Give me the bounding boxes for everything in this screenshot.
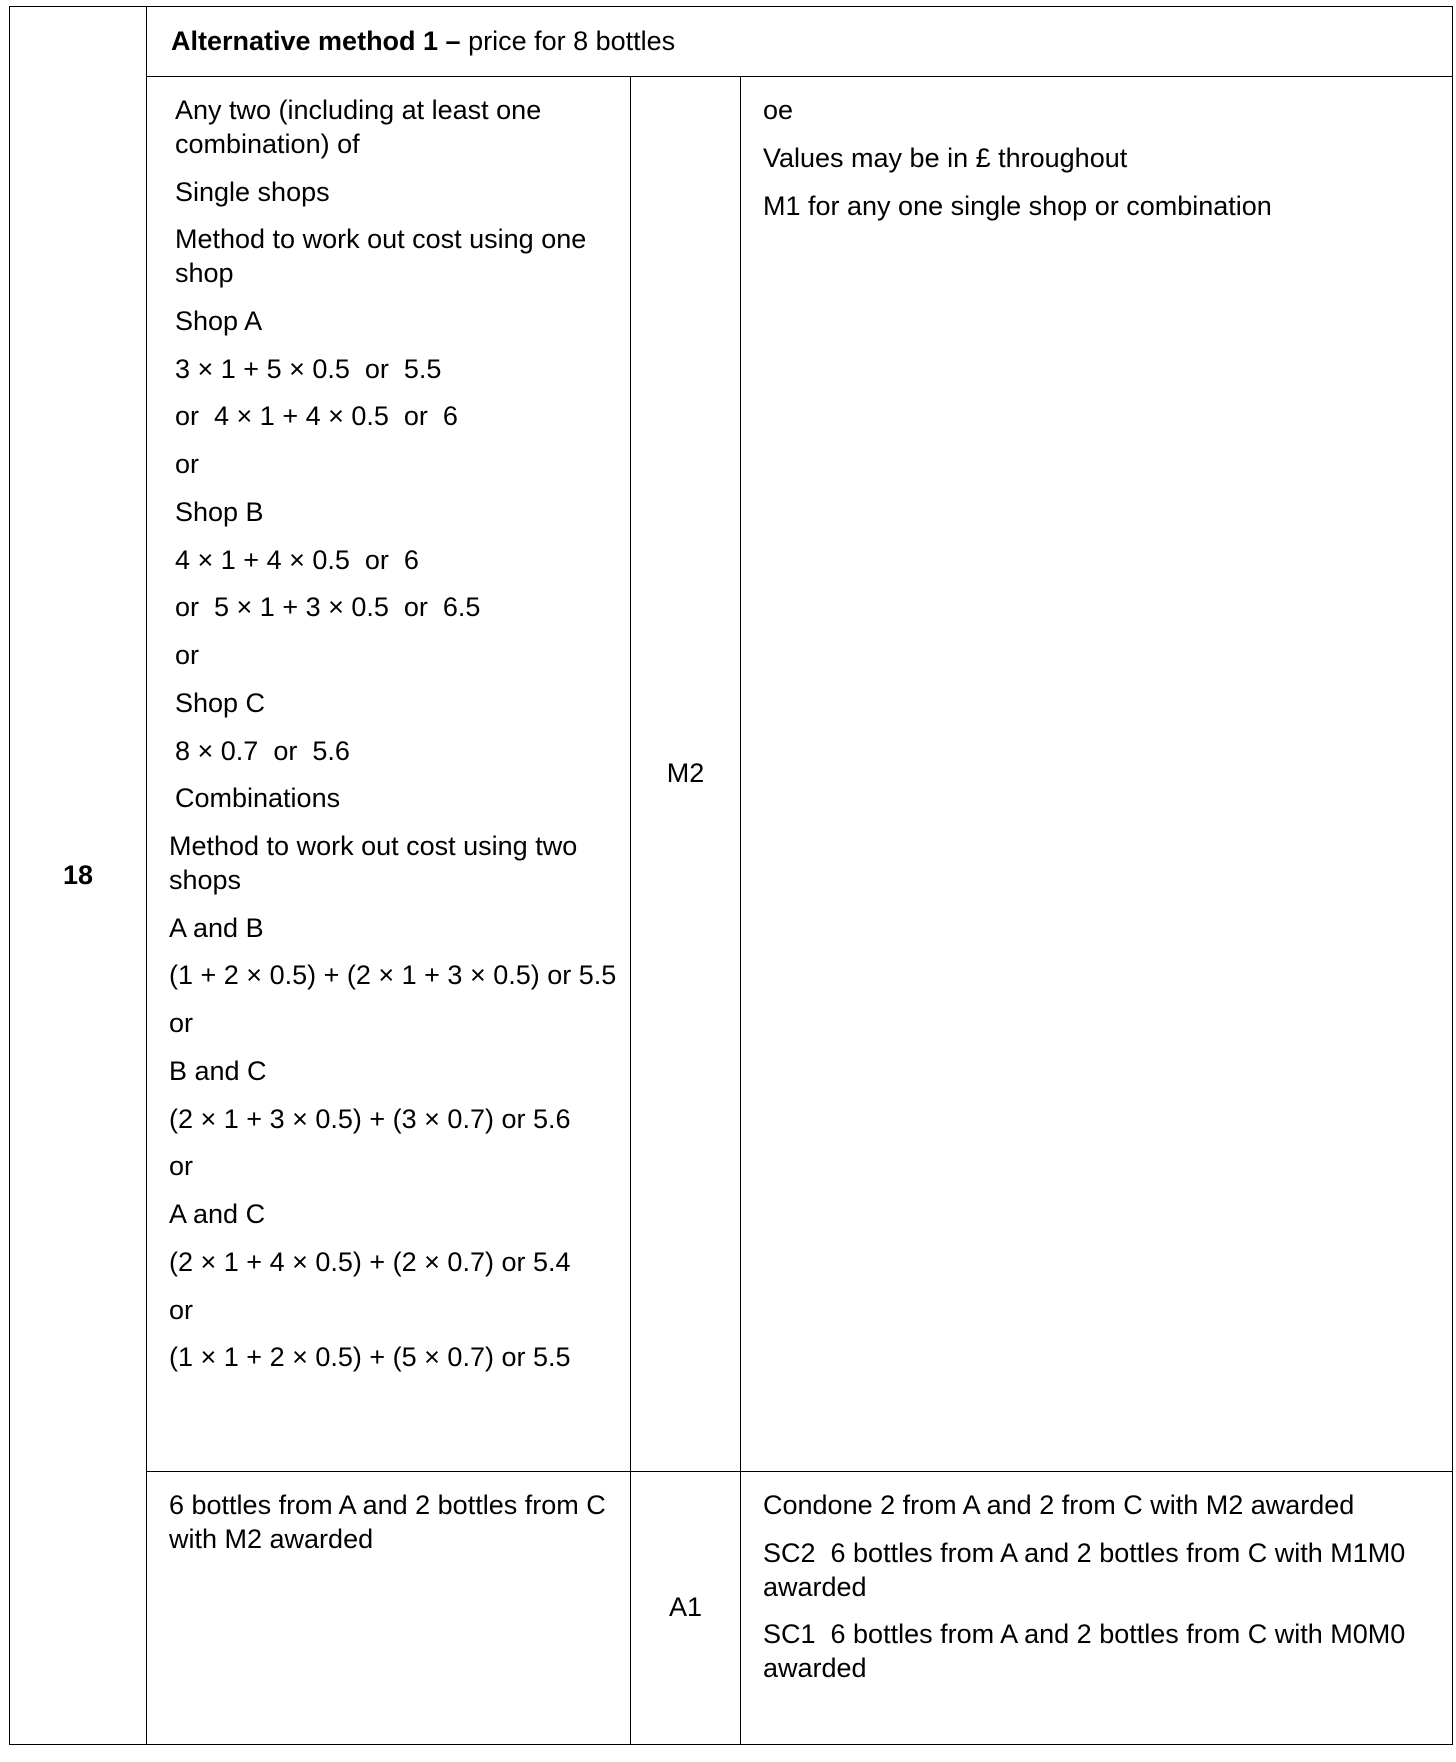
mark-cell-a1 (631, 1472, 741, 1745)
method-content-m2 (147, 77, 630, 1375)
method-line: or 5 × 1 + 3 × 0.5 or 6.5 (175, 592, 481, 623)
method-line: Shop B (175, 496, 264, 527)
method-cell-m2 (147, 77, 631, 1472)
comment-line: SC2 6 bottles from A and 2 bottles from C with M1M0 awarded (763, 1537, 1413, 1602)
mark-m2: M2 (666, 758, 705, 789)
comment-line: oe (763, 95, 794, 125)
combination-line: (2 × 1 + 3 × 0.5) + (3 × 0.7) or 5.6 (169, 1103, 571, 1134)
method-line: 8 × 0.7 or 5.6 (175, 735, 350, 766)
combination-line: or (169, 1008, 194, 1038)
comments-cell-m2 (741, 77, 1453, 1472)
method-line: Shop A (175, 305, 263, 336)
method-content-a1 (147, 1472, 630, 1557)
mark-a1: A1 (668, 1592, 703, 1623)
combination-line: or (169, 1151, 194, 1182)
method-line: 6 bottles from A and 2 bottles from C with M2 awarded (169, 1490, 606, 1554)
method-line: or (175, 640, 200, 670)
mark-cell-m2 (631, 77, 741, 1472)
method-header-rest: price for 8 bottles (460, 25, 676, 56)
combination-line: (2 × 1 + 4 × 0.5) + (2 × 0.7) or 5.4 (169, 1246, 571, 1277)
comment-line: Values may be in £ throughout (763, 142, 1128, 173)
comments-content-a1 (741, 1472, 1452, 1686)
method-line: Single shops (175, 176, 330, 207)
combination-line: B and C (169, 1055, 267, 1086)
combination-line: A and C (169, 1199, 266, 1229)
comments-cell-a1 (741, 1472, 1453, 1745)
combination-line: A and B (169, 912, 264, 943)
method-line: Method to work out cost using one shop (175, 224, 587, 288)
mark-scheme-table (9, 6, 1453, 1745)
comment-line: M1 for any one single shop or combination (763, 190, 1272, 221)
combination-line: Method to work out cost using two shops (169, 831, 578, 895)
method-cell-a1 (147, 1472, 631, 1745)
method-line: Any two (including at least one combination) of (175, 95, 542, 159)
question-number: 18 (62, 859, 94, 890)
method-line: 3 × 1 + 5 × 0.5 or 5.5 (175, 353, 442, 384)
method-line: Combinations (175, 783, 341, 814)
comment-line: SC1 6 bottles from A and 2 bottles from C with M0M0 awarded (763, 1619, 1413, 1683)
question-number-cell (10, 7, 147, 1745)
method-header-cell (147, 7, 1453, 77)
method-line: or (175, 449, 200, 479)
combinations-block (169, 830, 618, 1375)
combination-line: (1 × 1 + 2 × 0.5) + (5 × 0.7) or 5.5 (169, 1342, 571, 1373)
method-line: or 4 × 1 + 4 × 0.5 or 6 (175, 401, 458, 432)
combination-line: or (169, 1294, 194, 1325)
method-line: 4 × 1 + 4 × 0.5 or 6 (175, 544, 419, 575)
comments-content-m2 (741, 77, 1452, 223)
comment-line: Condone 2 from A and 2 from C with M2 awarded (763, 1490, 1355, 1520)
method-line: Shop C (175, 687, 266, 718)
method-header-bold: Alternative method 1 – (171, 25, 461, 56)
combination-line: (1 + 2 × 0.5) + (2 × 1 + 3 × 0.5) or 5.5 (169, 960, 617, 991)
